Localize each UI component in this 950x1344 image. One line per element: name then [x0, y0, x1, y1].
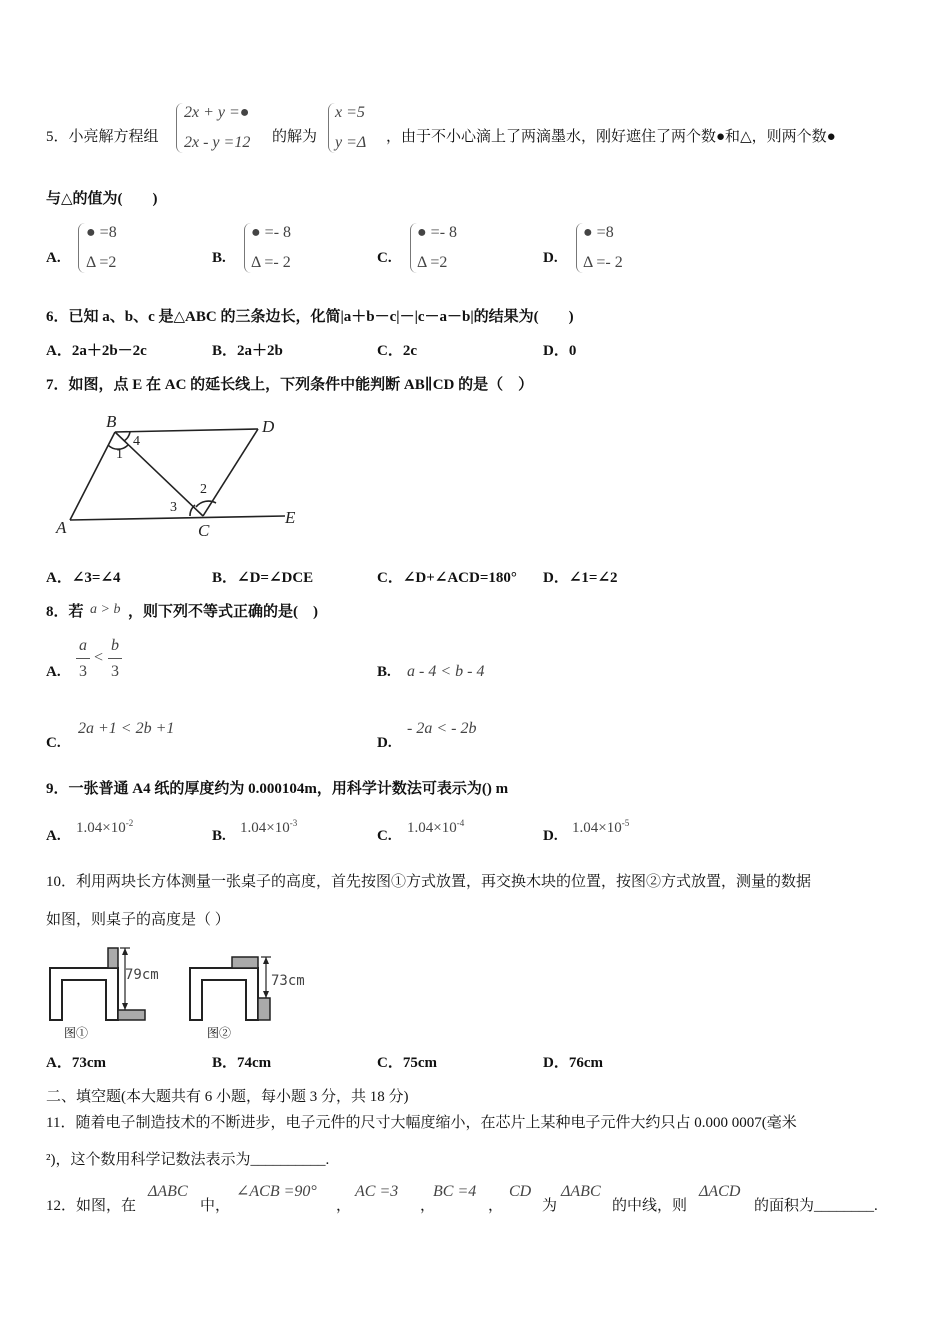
svg-text:B: B — [106, 412, 117, 431]
q6-option-b[interactable]: B．2a＋2b — [212, 343, 283, 359]
svg-text:1: 1 — [116, 447, 123, 462]
q5-suffix: ，由于不小心滴上了两滴墨水，刚好遮住了两个数●和△，则两个数● — [386, 129, 836, 145]
q8-suffix: ，则下列不等式正确的是( ) — [128, 604, 318, 620]
fraction-bar — [76, 658, 90, 659]
q5-prefix: 5．小亮解方程组 — [46, 129, 159, 145]
q9-option-b-label[interactable]: B. — [212, 828, 226, 844]
brace — [176, 103, 183, 153]
q8-option-b-label[interactable]: B. — [377, 664, 391, 680]
fraction-bar — [108, 658, 122, 659]
q12-text: ， — [336, 1198, 352, 1214]
base: 1.04×10 — [572, 820, 622, 836]
q5-option-d-eq1: ● =8 — [583, 224, 614, 241]
q5-mid: 的解为 — [272, 129, 318, 145]
q5-option-b-eq2: Δ =- 2 — [251, 254, 291, 271]
less-than: < — [94, 649, 104, 666]
q5-option-a-eq1: ● =8 — [86, 224, 117, 241]
brace — [576, 223, 583, 273]
q5-option-d-label[interactable]: D. — [543, 250, 558, 266]
q12-text: 12．如图，在 — [46, 1198, 137, 1214]
q7-option-a[interactable]: A．∠3=∠4 — [46, 570, 121, 586]
svg-text:A: A — [56, 518, 67, 537]
svg-text:3: 3 — [170, 500, 177, 515]
q11-line2: ²)，这个数用科学记数法表示为__________. — [46, 1152, 330, 1168]
q12-math: ΔABC — [561, 1183, 601, 1200]
q8-option-c-label[interactable]: C. — [46, 735, 61, 751]
svg-text:C: C — [198, 521, 210, 540]
q7-option-b[interactable]: B．∠D=∠DCE — [212, 570, 314, 586]
q6-option-a[interactable]: A．2a＋2b－2c — [46, 343, 147, 359]
q8-option-b-expr: a - 4 < b - 4 — [407, 663, 485, 680]
q12-text: 的中线，则 — [612, 1198, 688, 1214]
q8-option-a-label[interactable]: A. — [46, 664, 61, 680]
q5-eq1: 2x + y =● — [184, 104, 250, 121]
q9-option-c-expr — [407, 814, 464, 837]
q6-option-c[interactable]: C．2c — [377, 343, 417, 359]
exponent: -5 — [621, 818, 630, 828]
brace — [78, 223, 85, 273]
q5-option-a-eq2: Δ =2 — [86, 254, 117, 271]
q5-option-c-eq2: Δ =2 — [417, 254, 448, 271]
fraction-denominator: 3 — [111, 663, 119, 680]
q5-sol2: y =Δ — [335, 134, 367, 151]
q7-option-c[interactable]: C．∠D+∠ACD=180° — [377, 570, 517, 586]
q8-option-d-label[interactable]: D. — [377, 735, 392, 751]
q12-text: 为 — [542, 1198, 558, 1214]
q12-math: CD — [509, 1183, 532, 1200]
exponent: -2 — [125, 818, 134, 828]
exponent: -4 — [456, 818, 465, 828]
q10-option-d[interactable]: D．76cm — [543, 1055, 603, 1071]
q10-fig2-measure: 73cm — [271, 973, 305, 989]
base: 1.04×10 — [240, 820, 290, 836]
q12-math: ΔACD — [699, 1183, 741, 1200]
q5-option-b-eq1: ● =- 8 — [251, 224, 292, 241]
q9-option-c-label[interactable]: C. — [377, 828, 392, 844]
q12-math: ΔABC — [148, 1183, 188, 1200]
brace — [244, 223, 251, 273]
q7-geometry-figure — [40, 405, 320, 545]
q8-condition: a > b — [90, 602, 121, 617]
q6-option-d[interactable]: D．0 — [543, 343, 577, 359]
svg-text:2: 2 — [200, 482, 207, 497]
svg-text:4: 4 — [133, 434, 140, 449]
q10-line1: 10．利用两块长方体测量一张桌子的高度，首先按图①方式放置，再交换木块的位置，按图②方式放置，测量的数据 — [46, 874, 812, 890]
q12-text: ， — [488, 1198, 504, 1214]
base: 1.04×10 — [407, 820, 457, 836]
q9-option-a-expr — [76, 814, 133, 837]
section-heading: 二、填空题(本大题共有 6 小题，每小题 3 分，共 18 分) — [46, 1089, 409, 1105]
q5-option-a-label[interactable]: A. — [46, 250, 61, 266]
svg-text:D: D — [262, 417, 275, 436]
q5-option-b-label[interactable]: B. — [212, 250, 226, 266]
q5-sol1: x =5 — [335, 104, 365, 121]
fraction-denominator: 3 — [79, 663, 87, 680]
q9-option-d-expr — [572, 814, 629, 837]
svg-text:E: E — [285, 508, 296, 527]
q12-math: ∠ACB =90° — [236, 1183, 317, 1200]
q10-fig2-caption: 图② — [207, 1026, 232, 1040]
q7-text: 7．如图，点 E 在 AC 的延长线上，下列条件中能判断 AB∥CD 的是（ ） — [46, 377, 534, 393]
q5-option-d-eq2: Δ =- 2 — [583, 254, 623, 271]
q8-option-c-expr: 2a +1 < 2b +1 — [78, 720, 175, 737]
brace — [410, 223, 417, 273]
q12-math: BC =4 — [433, 1183, 477, 1200]
q5-eq2: 2x - y =12 — [184, 134, 251, 151]
exponent: -3 — [289, 818, 298, 828]
base: 1.04×10 — [76, 820, 126, 836]
q9-option-a-label[interactable]: A. — [46, 828, 61, 844]
q12-text: 中， — [200, 1198, 231, 1214]
q10-option-c[interactable]: C．75cm — [377, 1055, 437, 1071]
q9-option-b-expr — [240, 814, 297, 837]
q7-option-d[interactable]: D．∠1=∠2 — [543, 570, 618, 586]
fraction-numerator: a — [79, 637, 87, 654]
q5-option-c-label[interactable]: C. — [377, 250, 392, 266]
q12-text: ， — [420, 1198, 436, 1214]
q9-option-d-label[interactable]: D. — [543, 828, 558, 844]
q5-line2: 与△的值为( ) — [46, 191, 158, 207]
q10-option-a[interactable]: A．73cm — [46, 1055, 106, 1071]
q11-line1: 11．随着电子制造技术的不断进步，电子元件的尺寸大幅度缩小，在芯片上某种电子元件大约只占 0.000 0007(毫米 — [46, 1115, 797, 1131]
q6-text: 6．已知 a、b、c 是△ABC 的三条边长，化简|a＋b－c|－|c－a－b|的结果为( ) — [46, 309, 574, 325]
q10-line2: 如图，则桌子的高度是（ ） — [46, 912, 230, 928]
q10-fig1-measure: 79cm — [125, 967, 159, 983]
q10-fig1-caption: 图① — [64, 1026, 89, 1040]
brace — [328, 103, 335, 153]
q8-option-d-expr: - 2a < - 2b — [407, 720, 477, 737]
q12-text: 的面积为________. — [754, 1198, 878, 1214]
q10-option-b[interactable]: B．74cm — [212, 1055, 272, 1071]
fraction-numerator: b — [111, 637, 119, 654]
q5-option-c-eq1: ● =- 8 — [417, 224, 458, 241]
q9-text: 9．一张普通 A4 纸的厚度约为 0.000104m，用科学计数法可表示为() m — [46, 781, 509, 797]
q12-math: AC =3 — [355, 1183, 399, 1200]
q8-prefix: 8．若 — [46, 604, 84, 620]
